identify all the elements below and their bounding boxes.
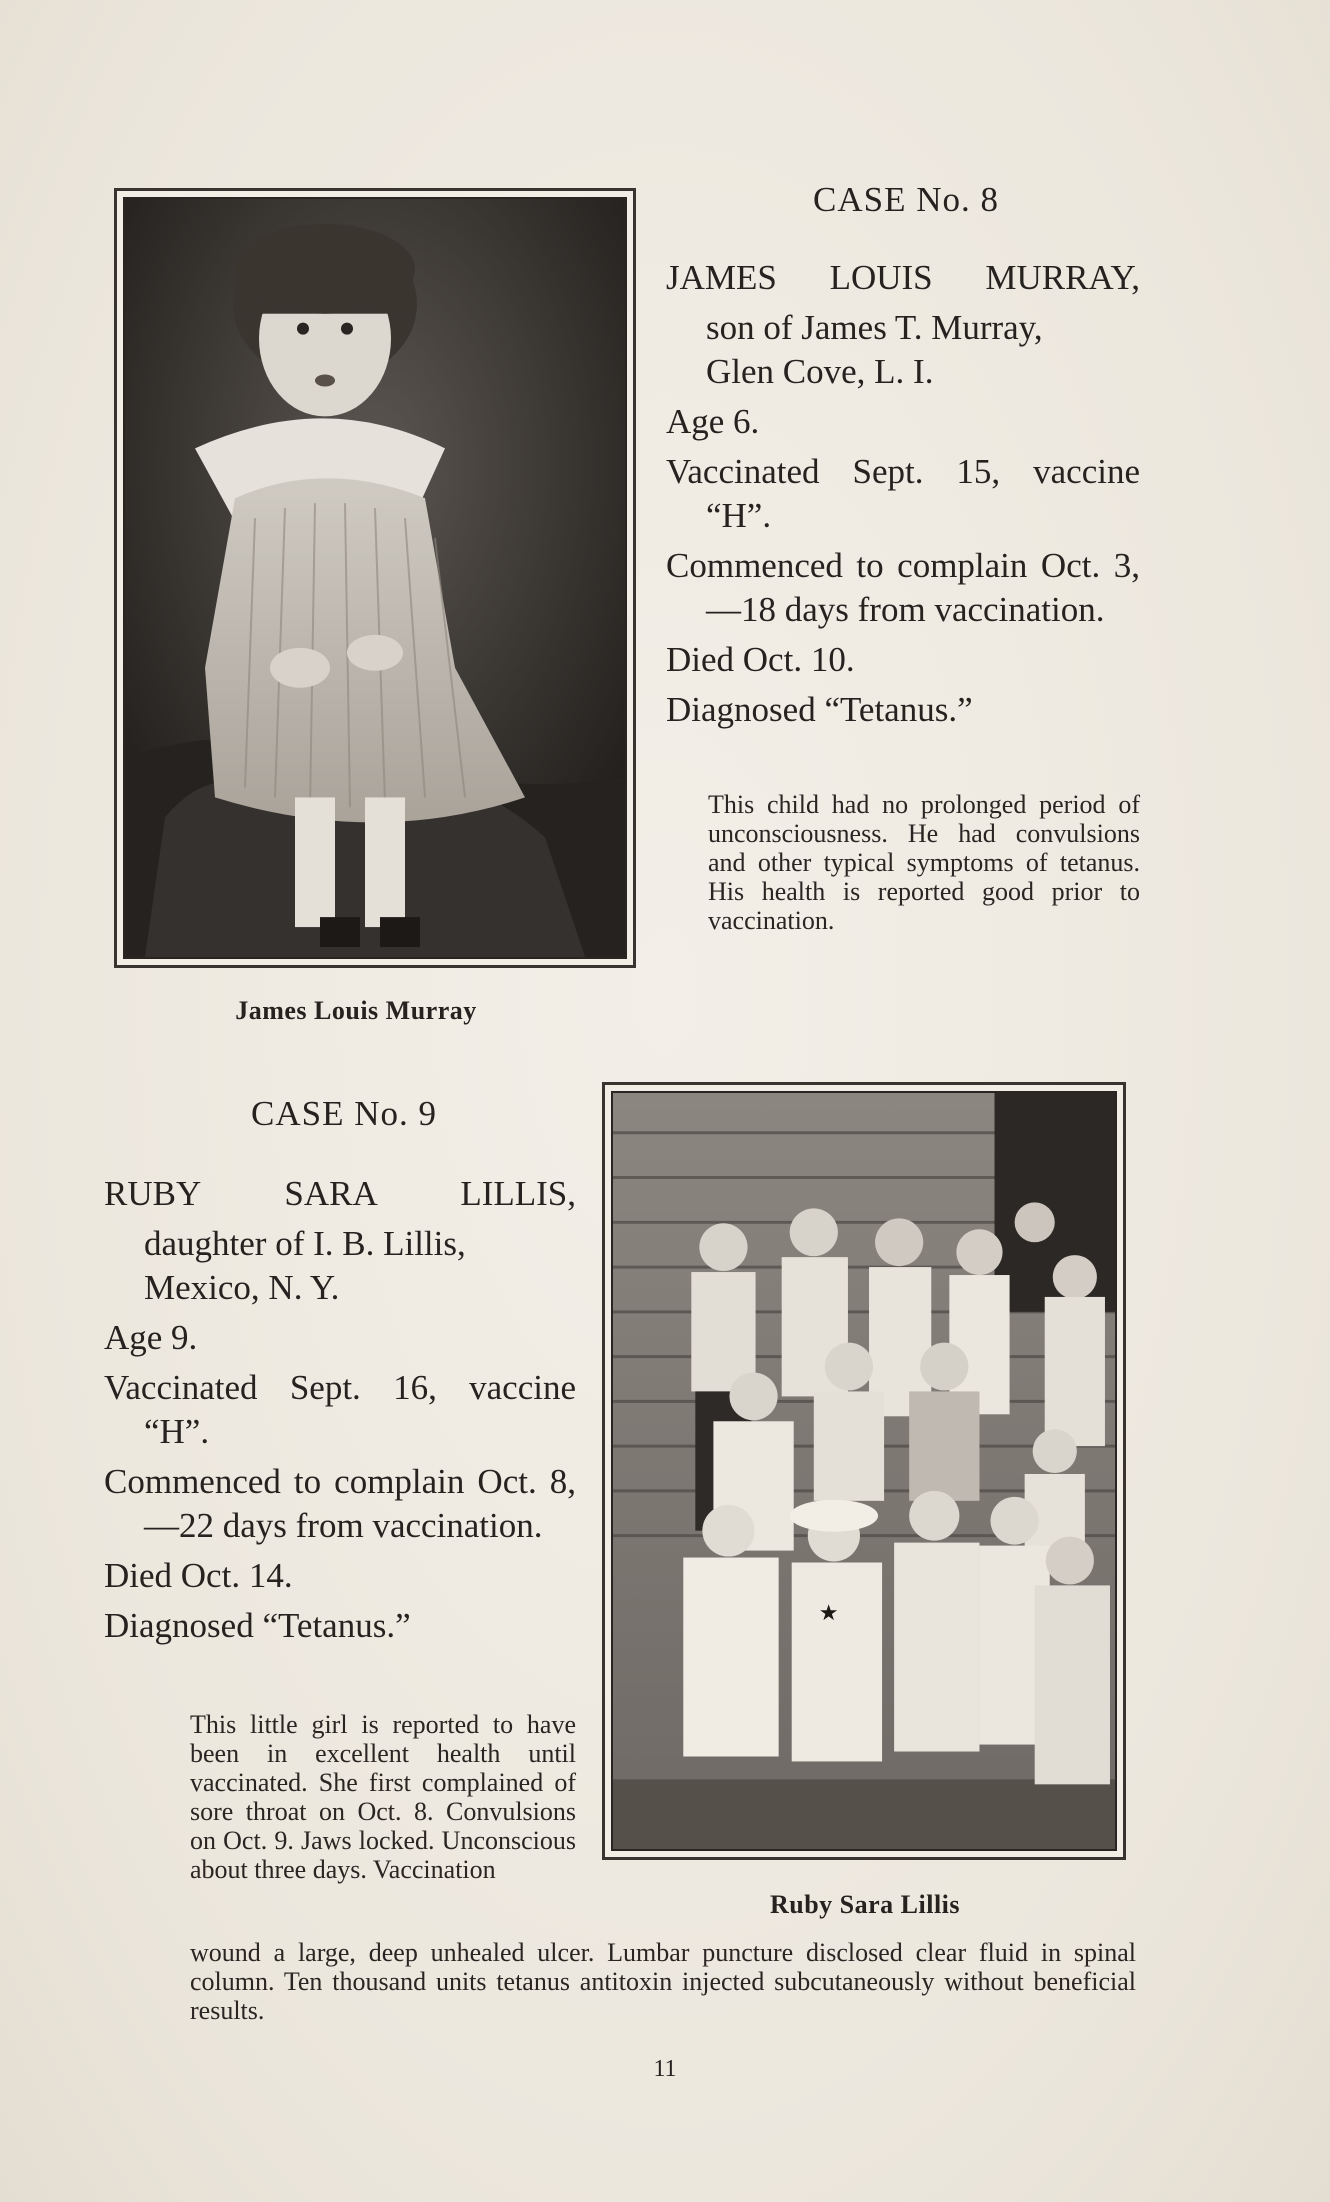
case-9-title: CASE No. 9 <box>251 1094 437 1133</box>
case-9-name: RUBY SARA LILLIS, <box>104 1174 576 1213</box>
page-number: 11 <box>653 2056 677 2082</box>
case-9-note-part2: wound a large, deep unhealed ulcer. Lumbar puncture disclosed clear fluid in spinal column. Ten thousand units tetanus antitoxin injected subcutaneously without beneficial results. <box>190 1938 1136 2025</box>
case-8-died: Died Oct. 10. <box>666 640 855 679</box>
case-9-details <box>104 1172 576 1654</box>
case-9-place: Mexico, N. Y. <box>144 1268 340 1307</box>
case-8-place: Glen Cove, L. I. <box>706 352 934 391</box>
photo-ruby-sara-lillis <box>602 1082 1126 1860</box>
case-8-diagnosed: Diagnosed “Tetanus.” <box>666 690 973 729</box>
case-9-diagnosed: Diagnosed “Tetanus.” <box>104 1606 411 1645</box>
case-8-parent: son of James T. Murray, <box>706 308 1043 347</box>
photo-caption-james-louis-murray: James Louis Murray <box>235 996 477 1025</box>
case-9-commenced: Commenced to complain Oct. 8,—22 days from vaccination. <box>104 1462 576 1545</box>
photo-caption-ruby-sara-lillis: Ruby Sara Lillis <box>769 1890 961 1919</box>
case-8-name: JAMES LOUIS MURRAY, <box>666 258 1140 297</box>
case-8-vaccinated: Vaccinated Sept. 15, vaccine “H”. <box>666 452 1140 535</box>
case-9-vaccinated: Vaccinated Sept. 16, vaccine “H”. <box>104 1368 576 1451</box>
case-9-age: Age 9. <box>104 1318 198 1357</box>
case-9-died: Died Oct. 14. <box>104 1556 293 1595</box>
group-children-photo <box>613 1093 1115 1849</box>
case-8-age: Age 6. <box>666 402 760 441</box>
case-9-note-part1: This little girl is reported to have been in excellent health until vaccinated. She first complained of sore throat on Oct. 8. Convulsions on Oct. 9. Jaws locked. Unconscious about three days. Vaccination <box>190 1710 576 1884</box>
child-portrait-photo <box>125 199 625 957</box>
photo-james-louis-murray <box>114 188 636 968</box>
case-8-title: CASE No. 8 <box>813 180 999 219</box>
case-8-details <box>666 256 1140 738</box>
case-8-note: This child had no prolonged period of unconsciousness. He had convulsions and other typical symptoms of tetanus. His health is reported good prior to vaccination. <box>708 790 1140 935</box>
case-8-commenced: Commenced to complain Oct. 3,—18 days from vaccination. <box>666 546 1140 629</box>
case-9-parent: daughter of I. B. Lillis, <box>144 1224 466 1263</box>
svg-text:★: ★ <box>818 1601 839 1627</box>
